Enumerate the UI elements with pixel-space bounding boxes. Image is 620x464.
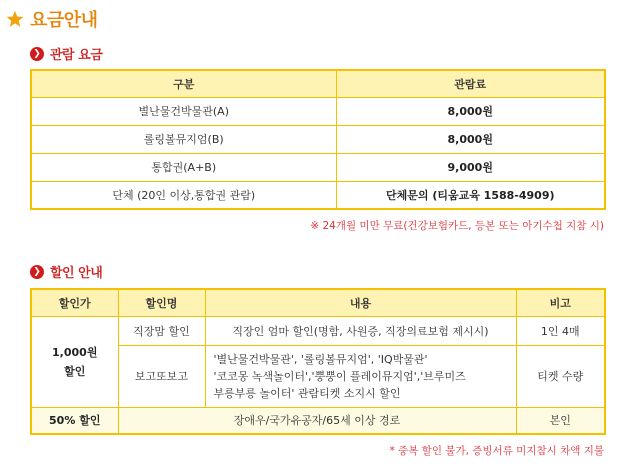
discount-note: * 중복 할인 불가, 증빙서류 미지참시 차액 지불 xyxy=(389,445,604,457)
discount-price-line: 할인 xyxy=(64,364,86,378)
table-row xyxy=(31,97,605,125)
discount-content xyxy=(205,345,516,407)
fee-section-title: 관람 요금 xyxy=(50,48,103,63)
discount-remark: 본인 xyxy=(516,407,605,434)
table-header-row xyxy=(31,289,605,316)
page-title: 요금안내 xyxy=(30,10,98,31)
discount-price: 50% 할인 xyxy=(31,407,118,434)
discount-content: 장애우/국가유공자/65세 이상 경로 xyxy=(118,407,516,434)
table-row xyxy=(31,125,605,153)
discount-name: 직장맘 할인 xyxy=(118,316,205,345)
fee-section-header xyxy=(30,44,102,63)
chevron-right-icon: ❯ xyxy=(30,47,44,61)
discount-content: 직장인 엄마 할인(명함, 사원증, 직장의료보험 제시시) xyxy=(205,316,516,345)
table-row xyxy=(31,181,605,209)
table-row xyxy=(31,345,605,407)
discount-price-line: 1,000원 xyxy=(52,345,98,359)
fee-category: 별난물건박물관(A) xyxy=(31,97,336,125)
fee-price: 9,000원 xyxy=(336,153,605,181)
table-row xyxy=(31,407,605,434)
star-icon xyxy=(6,10,24,28)
discount-price xyxy=(31,316,118,407)
column-header: 관람료 xyxy=(336,70,605,97)
fee-note: ※ 24개월 미만 무료(건강보험카드, 등본 또는 아기수첩 지참 시) xyxy=(310,220,604,232)
discount-remark: 1인 4매 xyxy=(516,316,605,345)
fee-price: 8,000원 xyxy=(336,125,605,153)
discount-section-header xyxy=(30,262,102,281)
column-header: 내용 xyxy=(205,289,516,316)
fee-price: 단체문의 (티움교육 1588-4909) xyxy=(336,181,605,209)
column-header: 할인가 xyxy=(31,289,118,316)
chevron-right-icon: ❯ xyxy=(30,265,44,279)
fee-category: 단체 (20인 이상,통합권 관람) xyxy=(31,181,336,209)
table-header-row xyxy=(31,70,605,97)
content-line: 부릉부릉 놀이터' 관람티켓 소지시 할인 xyxy=(213,386,401,400)
table-row xyxy=(31,316,605,345)
fee-table xyxy=(30,69,606,210)
column-header: 비고 xyxy=(516,289,605,316)
page-header xyxy=(6,6,98,32)
content-line: '별난물건박물관', '롤링볼뮤지엄', 'IQ박물관' xyxy=(213,352,428,366)
fee-category: 롤링볼뮤지엄(B) xyxy=(31,125,336,153)
fee-price: 8,000원 xyxy=(336,97,605,125)
column-header: 구분 xyxy=(31,70,336,97)
content-line: '코코몽 녹색놀이터','뿡뿡이 플레이뮤지엄','브루미즈 xyxy=(213,369,466,383)
column-header: 할인명 xyxy=(118,289,205,316)
fee-category: 통합권(A+B) xyxy=(31,153,336,181)
discount-remark: 티켓 수량 xyxy=(516,345,605,407)
discount-table xyxy=(30,288,606,435)
table-row xyxy=(31,153,605,181)
discount-section-title: 할인 안내 xyxy=(50,266,103,281)
discount-name: 보고또보고 xyxy=(118,345,205,407)
